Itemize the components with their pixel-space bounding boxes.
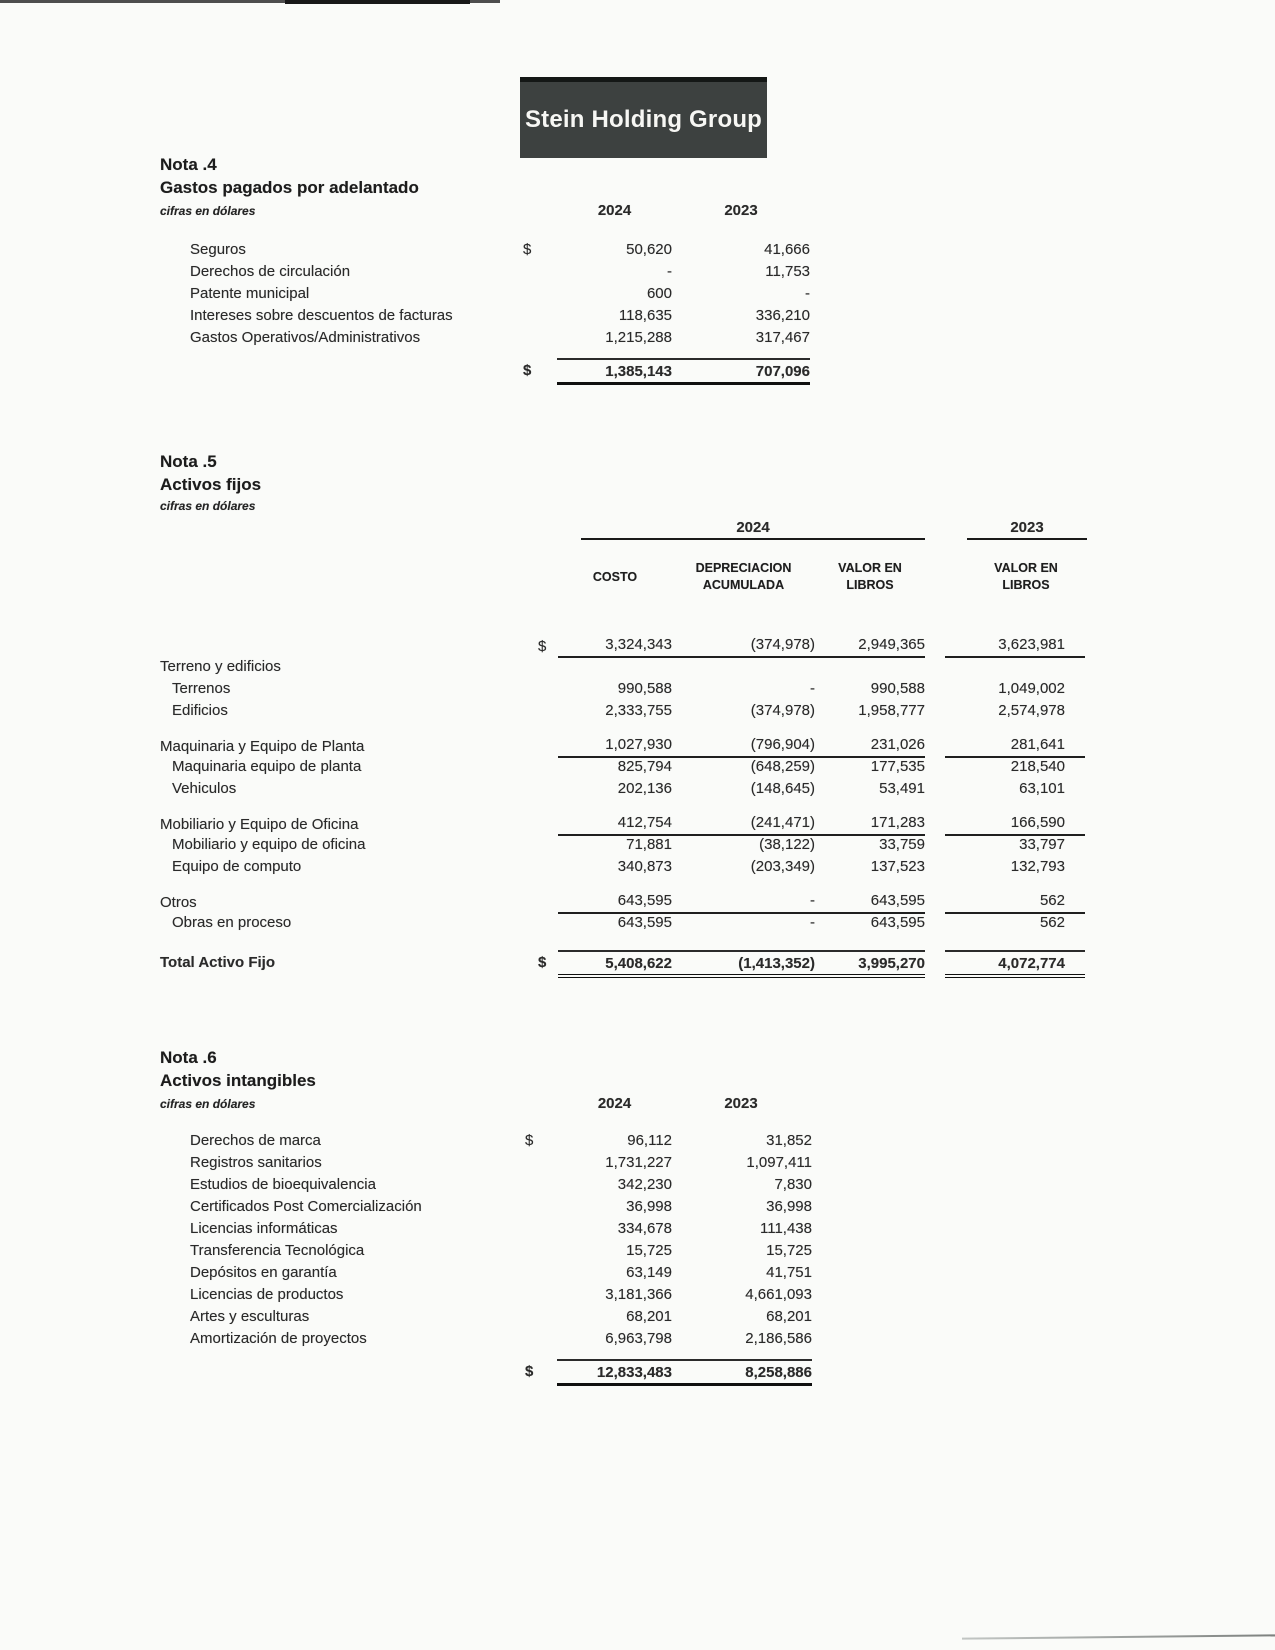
- value-2023: 317,467: [755, 329, 810, 346]
- currency-symbol: $: [525, 1132, 534, 1149]
- valor-2023: 33,797: [1019, 836, 1065, 853]
- note5-column-headers: [558, 554, 1090, 600]
- value-2024: 15,725: [626, 1242, 672, 1259]
- table-row: [160, 239, 820, 261]
- table-row-group-label: [160, 656, 1090, 678]
- note5-total-box-2023: [945, 950, 1085, 978]
- row-label: Derechos de circulación: [190, 263, 351, 280]
- row-label: Gastos Operativos/Administrativos: [190, 329, 421, 346]
- total-2023: 707,096: [755, 363, 810, 380]
- value-2023: 2,186,586: [745, 1330, 812, 1347]
- table-row: [160, 700, 1090, 722]
- row-label: Patente municipal: [190, 285, 310, 302]
- valor-2024: 231,026: [815, 734, 925, 758]
- row-label: Edificios: [172, 702, 228, 719]
- note4-units-line: [160, 202, 820, 219]
- row-label: Seguros: [190, 241, 246, 258]
- valor-2023: 3,623,981: [945, 634, 1085, 658]
- value-2024: -: [667, 263, 672, 280]
- row-label: Mobiliario y Equipo de Oficina: [160, 816, 359, 833]
- table-row: [160, 912, 1090, 934]
- costo: 3,324,343: [558, 634, 672, 658]
- note4-total-row: [160, 358, 820, 385]
- depreciacion: -: [672, 890, 815, 914]
- table-row-group: [160, 812, 1090, 834]
- row-label: Otros: [160, 894, 197, 911]
- total-2023: 8,258,886: [745, 1364, 812, 1381]
- header-valor-en-libros-2023: VALOR EN LIBROS: [994, 561, 1058, 592]
- currency-symbol: $: [538, 954, 547, 971]
- currency-symbol: $: [538, 638, 547, 655]
- depreciacion: (241,471): [672, 812, 815, 836]
- valor-2024: 990,588: [870, 680, 925, 697]
- table-row: [160, 1130, 820, 1152]
- value-2023: 36,998: [766, 1198, 812, 1215]
- valor-2023: 2,574,978: [998, 702, 1065, 719]
- total-valor-2024: 3,995,270: [858, 955, 925, 972]
- value-2024: 118,635: [618, 307, 672, 324]
- depreciacion: (148,645): [750, 780, 815, 797]
- costo: 412,754: [558, 812, 672, 836]
- note4-subtitle: Gastos pagados por adelantado: [160, 178, 419, 197]
- costo: 1,027,930: [558, 734, 672, 758]
- value-2023: 11,753: [765, 263, 810, 280]
- table-row: [160, 261, 820, 283]
- table-row: [160, 1240, 820, 1262]
- row-label: Estudios de bioequivalencia: [190, 1176, 376, 1193]
- table-row: [160, 1262, 820, 1284]
- currency-symbol: $: [525, 1363, 534, 1380]
- valor-2023: 281,641: [945, 734, 1085, 758]
- costo: 643,595: [558, 890, 672, 914]
- value-2023: 1,097,411: [746, 1154, 812, 1171]
- note6-year-2024: 2024: [597, 1095, 632, 1112]
- table-row: [160, 1196, 820, 1218]
- note5-section: [160, 452, 1090, 978]
- total-costo: 5,408,622: [605, 955, 672, 972]
- note6-total-box: [557, 1359, 812, 1386]
- costo: 71,881: [626, 836, 672, 853]
- valor-2024: 177,535: [870, 758, 925, 775]
- row-label: Terrenos: [172, 680, 231, 697]
- value-2023: 336,210: [755, 307, 810, 324]
- value-2024: 342,230: [617, 1176, 672, 1193]
- row-label: Intereses sobre descuentos de facturas: [190, 307, 453, 324]
- note5-total-box-2024: [558, 950, 925, 978]
- value-2023: 41,666: [764, 241, 810, 258]
- valor-2024: 1,958,777: [858, 702, 925, 719]
- table-row: [160, 678, 1090, 700]
- note4-total-box: [557, 358, 810, 385]
- note6-units-line: [160, 1095, 820, 1112]
- value-2023: 4,661,093: [745, 1286, 812, 1303]
- currency-symbol: $: [523, 362, 532, 379]
- valor-2024: 171,283: [815, 812, 925, 836]
- row-label: Derechos de marca: [190, 1132, 321, 1149]
- note4-title: Nota .4: [160, 155, 217, 174]
- table-row: [160, 327, 820, 349]
- row-label: Amortización de proyectos: [190, 1330, 367, 1347]
- row-label: Certificados Post Comercialización: [190, 1198, 422, 1215]
- note6-section: [160, 1048, 820, 1386]
- valor-2024: 33,759: [879, 836, 925, 853]
- value-2024: 36,998: [626, 1198, 672, 1215]
- value-2024: 68,201: [626, 1308, 672, 1325]
- table-row: [160, 834, 1090, 856]
- valor-2023: 166,590: [945, 812, 1085, 836]
- costo: 340,873: [617, 858, 672, 875]
- depreciacion: (38,122): [759, 836, 815, 853]
- table-row: [160, 1152, 820, 1174]
- header-costo: COSTO: [592, 569, 638, 584]
- table-row-group: [160, 734, 1090, 756]
- row-label: Licencias de productos: [190, 1286, 344, 1303]
- note5-year-headers: [558, 519, 1090, 540]
- table-row: [160, 1328, 820, 1350]
- note6-title: Nota .6: [160, 1048, 217, 1067]
- brand-name: Stein Holding Group: [524, 106, 763, 133]
- valor-2024: 137,523: [870, 858, 925, 875]
- row-label: Depósitos en garantía: [190, 1264, 337, 1281]
- note6-subtitle: Activos intangibles: [160, 1071, 316, 1090]
- costo: 2,333,755: [605, 702, 672, 719]
- table-row: [160, 1218, 820, 1240]
- scan-artifact-bottom-line: [962, 1634, 1275, 1639]
- row-label: Obras en proceso: [172, 914, 292, 931]
- value-2024: 6,963,798: [605, 1330, 672, 1347]
- depreciacion: (374,978): [750, 702, 815, 719]
- valor-2023: 218,540: [1010, 758, 1065, 775]
- note6-units: cifras en dólares: [160, 1097, 256, 1111]
- note5-year-2024: 2024: [581, 519, 925, 540]
- value-2024: 600: [646, 285, 672, 302]
- note5-year-2023: 2023: [967, 519, 1087, 540]
- note4-year-2024: 2024: [597, 202, 632, 219]
- depreciacion: (203,349): [750, 858, 815, 875]
- value-2023: 15,725: [766, 1242, 812, 1259]
- note5-subtitle: Activos fijos: [160, 475, 262, 494]
- depreciacion: (796,904): [672, 734, 815, 758]
- table-row: [160, 1306, 820, 1328]
- costo: 643,595: [617, 914, 672, 931]
- row-label: Terreno y edificios: [160, 658, 281, 675]
- total-2024: 1,385,143: [605, 363, 672, 380]
- value-2024: 96,112: [627, 1132, 672, 1149]
- table-row: [160, 756, 1090, 778]
- row-label: Mobiliario y equipo de oficina: [172, 836, 366, 853]
- total-2024: 12,833,483: [596, 1364, 672, 1381]
- valor-2024: 2,949,365: [815, 634, 925, 658]
- table-row: [160, 305, 820, 327]
- value-2023: 68,201: [766, 1308, 812, 1325]
- table-row: [160, 283, 820, 305]
- note5-units-line: [160, 499, 1090, 513]
- depreciacion: -: [810, 680, 815, 697]
- note6-total-row: [160, 1359, 820, 1386]
- total-depreciacion: (1,413,352): [738, 955, 815, 972]
- row-label: Transferencia Tecnológica: [190, 1242, 365, 1259]
- valor-2023: 132,793: [1010, 858, 1065, 875]
- brand-logo-box: [520, 77, 767, 158]
- table-row: [160, 1284, 820, 1306]
- table-row: [160, 1174, 820, 1196]
- table-row-group: [160, 890, 1090, 912]
- valor-2024: 53,491: [879, 780, 925, 797]
- note5-units: cifras en dólares: [160, 499, 256, 513]
- row-label: Licencias informáticas: [190, 1220, 338, 1237]
- value-2023: 31,852: [766, 1132, 812, 1149]
- note5-rows: [160, 634, 1090, 934]
- value-2023: 111,438: [760, 1220, 812, 1237]
- valor-2023: 63,101: [1019, 780, 1065, 797]
- row-label: Maquinaria y Equipo de Planta: [160, 738, 365, 755]
- note5-total-row: [160, 950, 1090, 978]
- row-label: Vehiculos: [172, 780, 237, 797]
- header-valor-en-libros-2024: VALOR EN LIBROS: [838, 561, 902, 592]
- value-2024: 3,181,366: [605, 1286, 672, 1303]
- depreciacion: (374,978): [672, 634, 815, 658]
- table-row: [160, 856, 1090, 878]
- valor-2024: 643,595: [870, 914, 925, 931]
- row-label: Registros sanitarios: [190, 1154, 322, 1171]
- header-depreciacion-acumulada: DEPRECIACION ACUMULADA: [695, 561, 792, 592]
- depreciacion: (648,259): [750, 758, 815, 775]
- depreciacion: -: [810, 914, 815, 931]
- currency-symbol: $: [523, 241, 532, 258]
- valor-2023: 562: [1039, 914, 1065, 931]
- total-valor-2023: 4,072,774: [998, 955, 1065, 972]
- note4-units: cifras en dólares: [160, 204, 256, 218]
- value-2024: 50,620: [626, 241, 672, 258]
- costo: 825,794: [617, 758, 672, 775]
- value-2024: 63,149: [626, 1264, 672, 1281]
- total-label: Total Activo Fijo: [160, 954, 275, 971]
- scan-artifact-top-line-dark: [285, 0, 470, 4]
- note4-year-2023: 2023: [724, 202, 758, 219]
- value-2023: 41,751: [766, 1264, 812, 1281]
- costo: 990,588: [617, 680, 672, 697]
- row-label: Maquinaria equipo de planta: [172, 758, 362, 775]
- valor-2024: 643,595: [815, 890, 925, 914]
- valor-2023: 1,049,002: [998, 680, 1065, 697]
- note4-rows: [160, 239, 820, 349]
- table-row: [160, 778, 1090, 800]
- note6-year-2023: 2023: [724, 1095, 758, 1112]
- value-2024: 334,678: [617, 1220, 672, 1237]
- note6-rows: [160, 1130, 820, 1350]
- value-2024: 1,215,288: [605, 329, 672, 346]
- valor-2023: 562: [945, 890, 1085, 914]
- row-label: Artes y esculturas: [190, 1308, 310, 1325]
- value-2024: 1,731,227: [605, 1154, 672, 1171]
- table-row-opening-balance: [160, 634, 1090, 656]
- note4-section: [160, 155, 820, 385]
- value-2023: 7,830: [774, 1176, 812, 1193]
- note5-title: Nota .5: [160, 452, 217, 471]
- costo: 202,136: [617, 780, 672, 797]
- value-2023: -: [805, 285, 810, 302]
- row-label: Equipo de computo: [172, 858, 302, 875]
